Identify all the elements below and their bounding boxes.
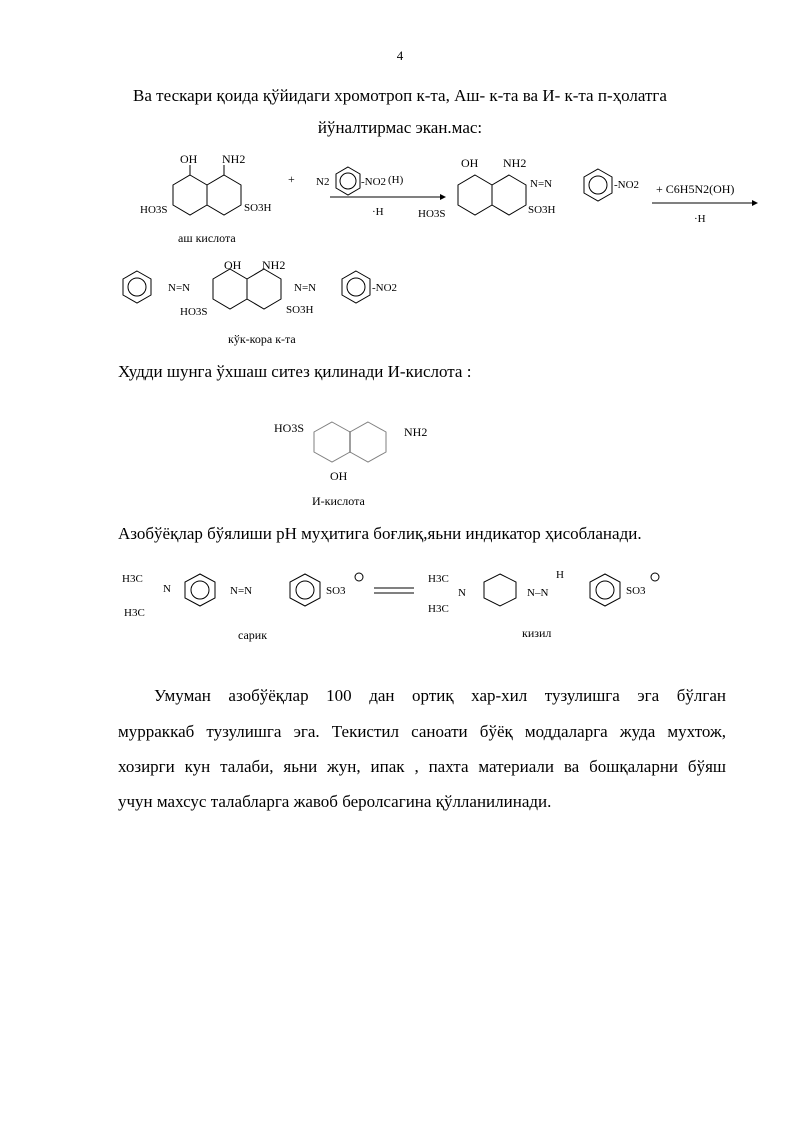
oh-label: OH <box>180 152 198 166</box>
paragraph-line-2: мурраккаб тузулишга эга. Текистил саноати бўёқ моддаларга жуда мухтож, <box>118 722 726 741</box>
no2-label: -NO2 <box>372 282 398 294</box>
left-n-label: N <box>163 583 171 595</box>
so3h-label: SO3H <box>244 202 272 214</box>
ho3s-label: HO3S <box>180 306 208 318</box>
i-acid-structure <box>0 410 800 510</box>
paragraph-line-1: Умуман азобўёқлар 100 дан ортиқ хар-хил тузулишга эга бўлган <box>154 686 726 705</box>
reagent-no2-label: -NO2 <box>361 176 387 188</box>
left-h3c-bottom-label: H3C <box>124 607 145 619</box>
paragraph-line-3: хозирги кун талаби, яьни жун, ипак , пахта материали ва бошқаларни бўяш <box>118 757 726 776</box>
h-plus-label: (H) <box>388 174 404 186</box>
product-2-structure <box>0 255 800 350</box>
right-azo-label: N–N <box>527 587 549 599</box>
left-azo-label: N=N <box>230 585 253 597</box>
no2-label: -NO2 <box>614 179 640 191</box>
oh-label: OH <box>224 258 242 272</box>
oh-label: OH <box>461 156 479 170</box>
ho3s-label: HO3S <box>418 208 446 220</box>
so3h-label: SO3H <box>528 204 556 216</box>
ho3s-label: HO3S <box>140 204 168 216</box>
azo-label-2: N=N <box>294 282 317 294</box>
ash-acid-caption: аш кислота <box>178 231 236 245</box>
so3h-label: SO3H <box>286 304 314 316</box>
intro-line-2: йўналтирмас экан.мас: <box>317 118 483 137</box>
nh2-label: NH2 <box>503 156 527 170</box>
reaction-1-scheme <box>0 145 800 255</box>
right-h-label: H <box>556 569 564 581</box>
page-number: 4 <box>396 48 404 63</box>
nh2-label: NH2 <box>262 258 286 272</box>
right-caption: кизил <box>522 626 552 640</box>
azo-label-1: N=N <box>168 282 191 294</box>
left-h3c-top-label: H3C <box>122 573 143 585</box>
left-caption: сарик <box>238 628 268 642</box>
plus-sign: + <box>288 172 295 186</box>
azo-label: N=N <box>530 178 553 190</box>
i-acid-caption: И-кислота <box>312 494 365 508</box>
ho3s-label: HO3S <box>274 421 305 435</box>
oh-label: OH <box>330 469 348 483</box>
reagent-2-label: + C6H5N2(OH) <box>656 182 735 196</box>
left-so3-label: SO3 <box>326 585 346 597</box>
intro-line-1: Ва тескари қоида қўйидаги хромотроп к-та, Аш- к-та ва И- к-та п-ҳолатга <box>133 86 667 105</box>
reagent-n2-label: N2 <box>316 176 330 188</box>
intermediate-structure <box>418 156 639 220</box>
nh2-label: NH2 <box>222 152 246 166</box>
right-n-label: N <box>458 587 466 599</box>
ash-acid-structure <box>140 152 272 245</box>
h-plus-bottom-label-2: ·H <box>694 213 706 225</box>
h-plus-bottom-label: ·H <box>372 206 384 218</box>
equilibrium-scheme <box>0 560 800 650</box>
similar-synthesis-line: Худди шунга ўхшаш ситез қилинади И-кислота : <box>118 362 472 381</box>
right-h3c-bottom-label: H3C <box>428 603 449 615</box>
nh2-label: NH2 <box>404 425 428 439</box>
paragraph-line-4: учун махсус талабларга жавоб беролсагина қўлланилинади. <box>118 792 552 811</box>
right-h3c-top-label: H3C <box>428 573 449 585</box>
product-2-caption: кўк-кора к-та <box>228 332 296 346</box>
right-so3-label: SO3 <box>626 585 646 597</box>
azo-dye-line: Азобўёқлар бўялиши pH муҳитига боғлиқ,яьни индикатор ҳисобланади. <box>118 524 642 543</box>
